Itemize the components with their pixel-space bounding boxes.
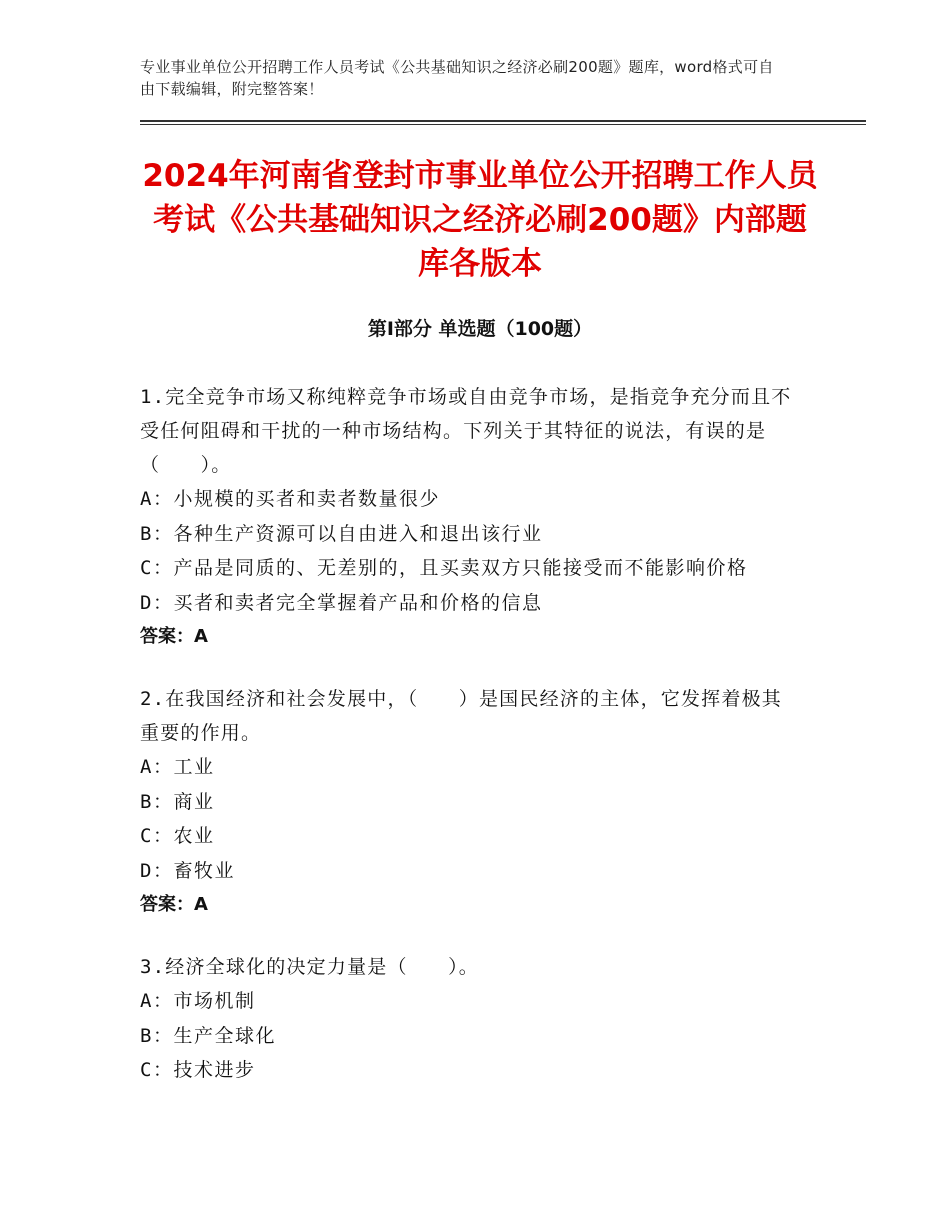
question-stem: 2.在我国经济和社会发展中，（ ）是国民经济的主体，它发挥着极其重要的作用。 xyxy=(140,688,782,744)
section-heading: 第Ⅰ部分 单选题（100题） xyxy=(367,318,593,340)
option-c: C：技术进步 xyxy=(140,1059,256,1081)
question-item-3 xyxy=(140,950,800,1088)
option-a: A：工业 xyxy=(140,756,215,778)
question-stem: 1.完全竞争市场又称纯粹竞争市场或自由竞争市场，是指竞争充分而且不受任何阻碍和干扰的一种市场结构。下列关于其特征的说法，有误的是（ ）。 xyxy=(140,386,792,476)
document-title: 2024年河南省登封市事业单位公开招聘工作人员考试《公共基础知识之经济必刷200题》内部题库各版本 xyxy=(142,158,818,282)
option-a: A：小规模的买者和卖者数量很少 xyxy=(140,488,440,510)
answer-line: 答案：A xyxy=(140,894,208,915)
option-d: D：畜牧业 xyxy=(140,859,235,882)
header-note: 专业事业单位公开招聘工作人员考试《公共基础知识之经济必刷200题》题库，word格式可自由下载编辑，附完整答案！ xyxy=(140,58,774,98)
answer-line: 答案：A xyxy=(140,626,208,647)
option-c: C：产品是同质的、无差别的，且买卖双方只能接受而不能影响价格 xyxy=(140,557,748,579)
option-b: B：生产全球化 xyxy=(140,1024,276,1047)
question-stem: 3.经济全球化的决定力量是（ ）。 xyxy=(140,956,479,978)
option-c: C：农业 xyxy=(140,825,215,847)
header-divider-thin xyxy=(140,124,866,125)
question-item-1 xyxy=(140,380,800,654)
header-divider xyxy=(140,120,866,122)
option-b: B：商业 xyxy=(140,790,215,813)
question-list xyxy=(140,380,800,1116)
option-a: A：市场机制 xyxy=(140,990,256,1012)
question-item-2 xyxy=(140,682,800,922)
option-b: B：各种生产资源可以自由进入和退出该行业 xyxy=(140,522,543,545)
option-d: D：买者和卖者完全掌握着产品和价格的信息 xyxy=(140,591,543,614)
